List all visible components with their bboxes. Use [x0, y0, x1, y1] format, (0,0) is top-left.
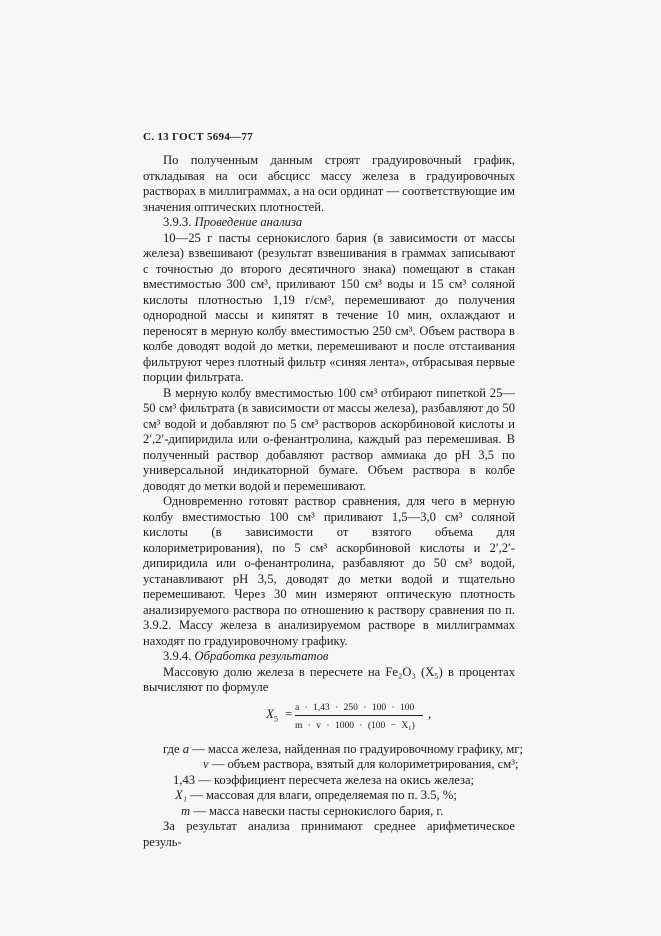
section-title: Обработка результатов — [194, 649, 329, 663]
section-title: Проведение анализа — [194, 215, 303, 229]
definition-item: X₁ — массовая для влаги, определяемая по п. 3.5, %; — [175, 788, 457, 802]
section-3-9-3 — [143, 215, 515, 231]
section-number: 3.9.3. — [163, 215, 192, 229]
paragraph-reference: Одновременно готовят раствор сравнения, для чего в мерную колбу вместимостью 100 см³ приливают 1,5—3,0 см³ соляной кислоты (в зависимости от взятого объема для колориметрирования), по 5 см³ аскорбиновой кислоты и 2′,2′-дипиридила или о-фенантролина, разбавляют до 50 см³ водой, устанавливают рН 3,5, доводят до метки водой и тщательно перемешивают. Через 30 мин измеряют оптическую плотность анализируемого раствора по отношению к раствору сравнения по п. 3.9.2. Массу железа в анализируемом растворе в миллиграммах находят по градуировочному графику. — [143, 494, 515, 648]
page-header: С. 13 ГОСТ 5694—77 — [143, 131, 254, 143]
fraction-line — [295, 715, 423, 716]
formula-comma: , — [428, 705, 432, 721]
section-number: 3.9.4. — [163, 649, 192, 663]
formula — [143, 698, 515, 738]
section-3-9-4 — [143, 649, 515, 665]
definition-item: m — масса навески пасты сернокислого бария, г. — [181, 803, 444, 818]
definitions-list — [143, 741, 524, 820]
definition-item: где a — масса железа, найденная по градуировочному графику, мг; — [163, 741, 524, 756]
paragraph-graph: По полученным данным строят градуировочный график, откладывая на оси абсцисс массу железа в градуировочных растворах в миллиграммах, а на оси ординат — соответствующие им значения оптических плотностей. — [143, 153, 515, 214]
paragraph-flask: В мерную колбу вместимостью 100 см³ отбирают пипеткой 25—50 см³ фильтрата (в зависимости от массы железа), разбавляют до 50 см³ водой и добавляют по 5 см³ растворов аскорбиновой кислоты и 2′,2′-дипиридила или о-фенантролина, каждый раз перемешивая. В полученный раствор добавляют раствор аммиака до рН 3,5 по универсальной индикаторной бумаге. Объем раствора в колбе доводят до метки водой и перемешивают. — [143, 385, 515, 493]
formula-denominator: m · v · 1000 · (100 − X₁) — [295, 720, 415, 731]
paragraph-result: За результат анализа принимают среднее арифметическое резуль- — [143, 819, 515, 849]
definition-item: 1,43 — коэффициент пересчета железа на окись железа; — [173, 772, 475, 787]
formula-lhs: $X_5$ — [266, 705, 278, 724]
formula-numerator: a · 1,43 · 250 · 100 · 100 — [295, 702, 415, 713]
paragraph-formula-intro: Массовую долю железа в пересчете на Fe₂O₃ (X₅) в процентах вычисляют по формуле — [143, 664, 515, 694]
document-body — [143, 153, 524, 850]
formula-equals: = — [285, 705, 293, 721]
paragraph-weighing: 10—25 г пасты сернокислого бария (в зависимости от массы железа) взвешивают (результат взвешивания в граммах записывают с точностью до второго десятичного знака) помещают в стакан вместимостью 300 см³, приливают 150 см³ воды и 15 см³ соляной кислоты плотностью 1,19 г/см³, перемешивают до получения однородной массы и кипятят в течение 10 мин, охлаждают и переносят в мерную колбу вместимостью 250 см³. Объем раствора в колбе доводят водой до метки, перемешивают и после отстаивания фильтруют через плотный фильтр «синяя лента», отбрасывая первые порции фильтрата. — [143, 230, 515, 384]
definition-item: v — объем раствора, взятый для колориметрирования, см³; — [203, 757, 519, 771]
